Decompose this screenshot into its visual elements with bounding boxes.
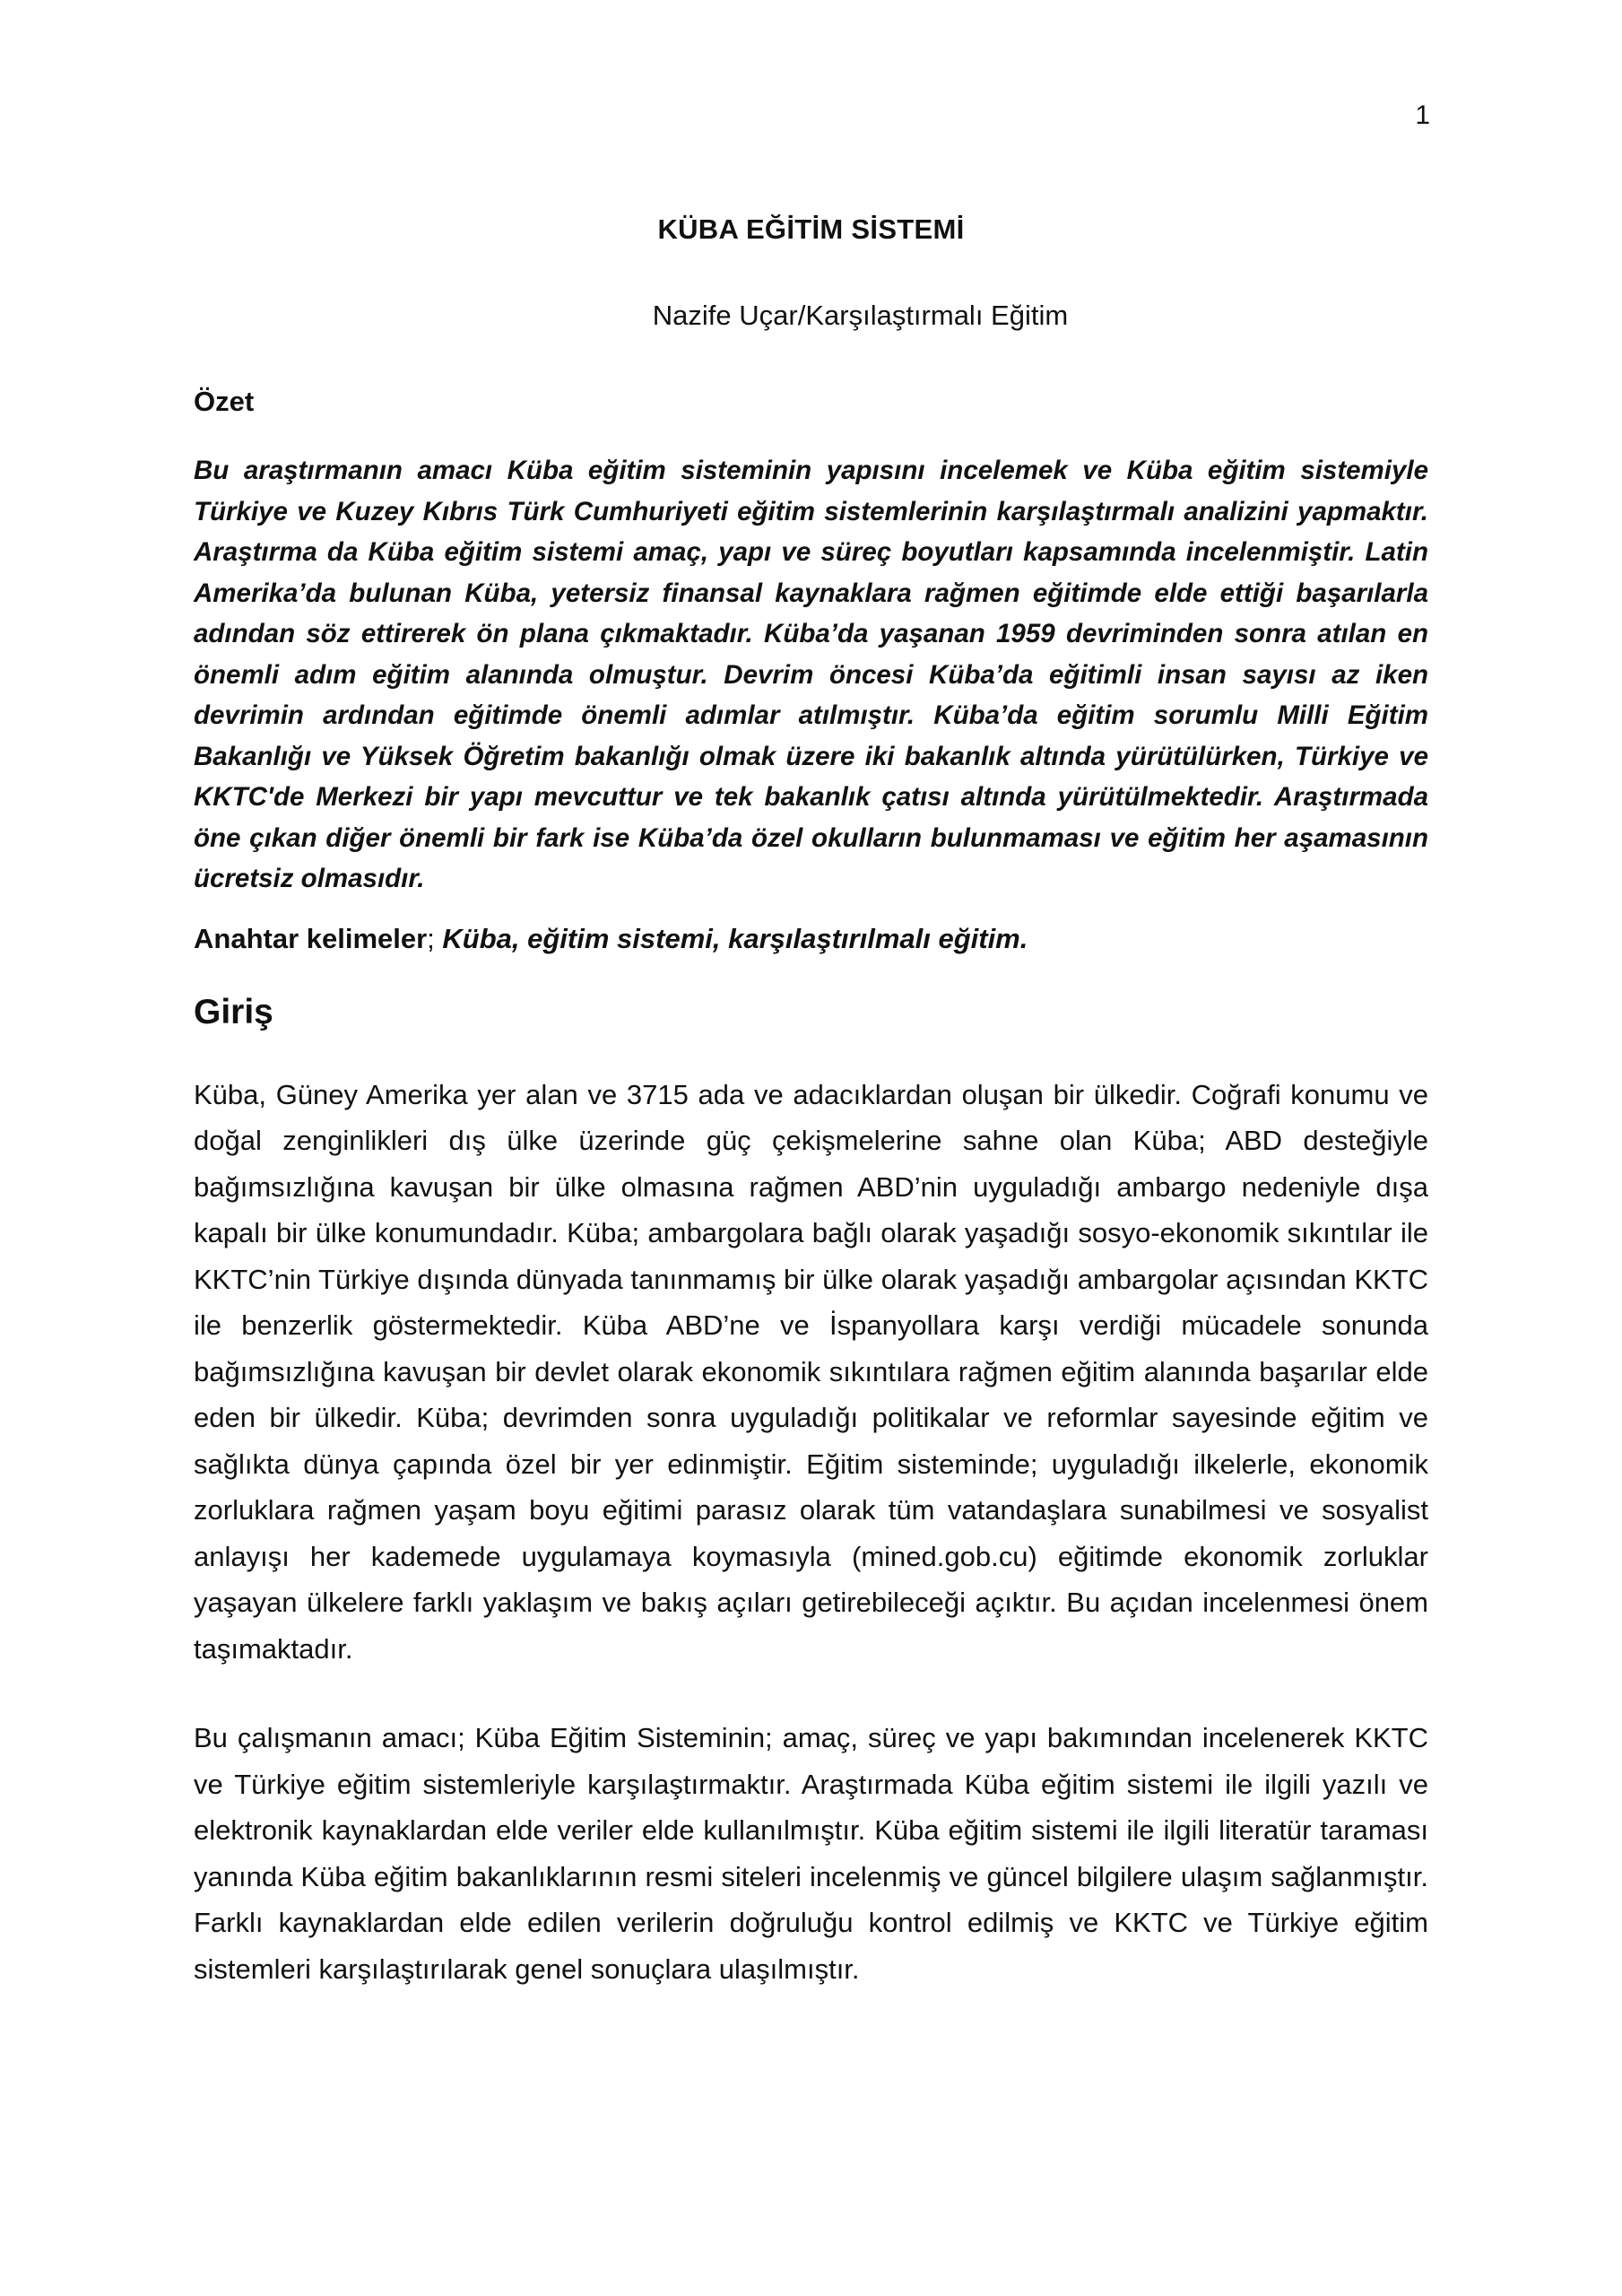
- author-line: Nazife Uçar/Karşılaştırmalı Eğitim: [652, 300, 1069, 331]
- page-number: 1: [1415, 100, 1430, 130]
- keywords-list: Küba, eğitim sistemi, karşılaştırılmalı eğitim.: [442, 922, 1028, 954]
- keywords-separator: ;: [427, 922, 443, 954]
- keywords-label: Anahtar kelimeler: [194, 922, 428, 954]
- introduction-paragraph: Küba, Güney Amerika yer alan ve 3715 ada ve adacıklardan oluşan bir ülkedir. Coğrafi konumu ve doğal zenginlikleri dış ülke üzerinde güç çekişmelerine sahne olan Küba; ABD desteğiyle bağımsızlığına kavuşan bir ülke olmasına rağmen ABD’nin uyguladığı ambargo nedeniyle dışa kapalı bir ülke konumundadır. Küba; ambargolara bağlı olarak yaşadığı sosyo-ekonomik sıkıntılar ile KKTC’nin Türkiye dışında dünyada tanınmamış bir ülke olarak yaşadığı ambargolar açısından KKTC ile benzerlik göstermektedir. Küba ABD’ne ve İspanyollara karşı verdiği mücadele sonunda bağımsızlığına kavuşan bir devlet olarak ekonomik sıkıntılara rağmen eğitim alanında başarılar elde eden bir ülkedir. Küba; devrimden sonra uyguladığı politikalar ve reformlar sayesinde eğitim ve sağlıkta dünya çapında özel bir yer edinmiştir. Eğitim sisteminde; uyguladığı ilkelerle, ekonomik zorluklara rağmen yaşam boyu eğitimi parasız olarak tüm vatandaşlara sunabilmesi ve sosyalist anlayışı her kademede uygulamaya koymasıyla (mined.gob.cu) eğitimde ekonomik zorluklar yaşayan ülkelere farklı yaklaşım ve bakış açıları getirebileceği açıktır. Bu açıdan incelenmesi önem taşımaktadır.: [194, 1078, 1428, 1665]
- section-heading-introduction: Giriş: [194, 992, 273, 1031]
- introduction-paragraph: Bu çalışmanın amacı; Küba Eğitim Sisteminin; amaç, süreç ve yapı bakımından incelenerek KKTC ve Türkiye eğitim sistemleriyle karşılaştırmaktır. Araştırmada Küba eğitim sistemi ile ilgili yazılı ve elektronik kaynaklardan elde veriler elde kullanılmıştır. Küba eğitim sistemi ile ilgili literatür taraması yanında Küba eğitim bakanlıklarının resmi siteleri incelenmiş ve güncel bilgilere ulaşım sağlanmıştır. Farklı kaynaklardan elde edilen verilerin doğruluğu kontrol edilmiş ve KKTC ve Türkiye eğitim sistemleri karşılaştırılarak genel sonuçlara ulaşılmıştır.: [194, 1722, 1428, 1985]
- document-title: KÜBA EĞİTİM SİSTEMİ: [657, 213, 965, 245]
- keywords-line: [194, 900, 1428, 955]
- abstract-text: Bu araştırmanın amacı Küba eğitim sisteminin yapısını incelemek ve Küba eğitim sistemiyle Türkiye ve Kuzey Kıbrıs Türk Cumhuriyeti eğitim sistemlerinin karşılaştırmalı analizini yapmaktır. Araştırma da Küba eğitim sistemi amaç, yapı ve süreç boyutları kapsamında incelenmiştir. Latin Amerika’da bulunan Küba, yetersiz finansal kaynaklara rağmen eğitimde elde ettiği başarılarla adından söz ettirerek ön plana çıkmaktadır. Küba’da yaşanan 1959 devriminden sonra atılan en önemli adım eğitim alanında olmuştur. Devrim öncesi Küba’da eğitimli insan sayısı az iken devrimin ardından eğitimde önemli adımlar atılmıştır. Küba’da eğitim sorumlu Milli Eğitim Bakanlığı ve Yüksek Öğretim bakanlığı olmak üzere iki bakanlık altında yürütülürken, Türkiye ve KKTC'de Merkezi bir yapı mevcuttur ve tek bakanlık çatısı altında yürütülmektedir. Araştırmada öne çıkan diğer önemli bir fark ise Küba’da özel okulların bulunmaması ve eğitim her aşamasının ücretsiz olmasıdır.: [194, 456, 1428, 893]
- abstract-heading: Özet: [194, 386, 255, 417]
